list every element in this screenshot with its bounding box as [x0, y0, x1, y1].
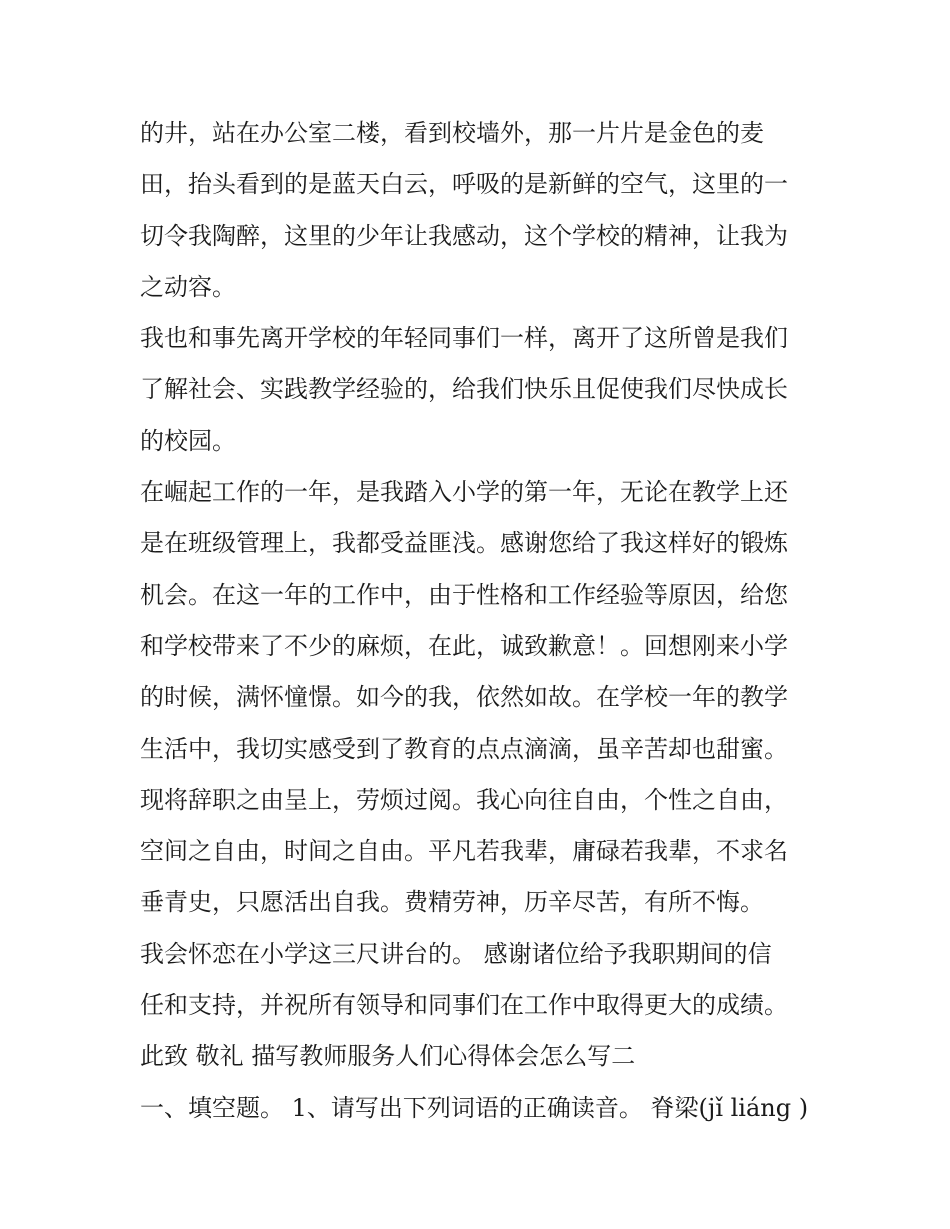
- text-line: 田，抬头看到的是蓝天白云，呼吸的是新鲜的空气，这里的一: [140, 170, 788, 199]
- text-line: 我也和事先离开学校的年轻同事们一样，离开了这所曾是我们: [140, 324, 788, 353]
- text-line: 的井，站在办公室二楼，看到校墙外，那一片片是金色的麦: [140, 119, 764, 147]
- text-line: 是在班级管理上，我都受益匪浅。感谢您给了我这样好的锻炼: [140, 529, 788, 558]
- text-line: 生活中，我切实感受到了教育的点点滴滴，虽辛苦却也甜蜜。: [140, 734, 788, 763]
- text-line: 机会。在这一年的工作中，由于性格和工作经验等原因，给您: [140, 580, 788, 609]
- text-line: 此致 敬礼 描写教师服务人们心得体会怎么写二: [140, 1042, 636, 1071]
- text-line: 切令我陶醉，这里的少年让我感动，这个学校的精神，让我为: [140, 221, 788, 250]
- text-line: 我会怀恋在小学这三尺讲台的。 感谢诸位给予我职期间的信: [140, 939, 772, 968]
- text-line: 的校园。: [140, 426, 236, 455]
- text-line: 一、填空题。 1、请写出下列词语的正确读音。 脊梁(jǐ liáng ): [140, 1093, 809, 1122]
- text-line: 空间之自由，时间之自由。平凡若我辈，庸碌若我辈，不求名: [140, 837, 788, 866]
- text-line: 之动容。: [140, 272, 236, 301]
- text-line: 现将辞职之由呈上，劳烦过阅。我心向往自由，个性之自由，: [140, 785, 788, 814]
- text-line: 垂青史，只愿活出自我。费精劳神，历辛尽苦，有所不悔。: [140, 888, 764, 917]
- text-line: 的时候，满怀憧憬。如今的我，依然如故。在学校一年的教学: [140, 683, 788, 712]
- text-line: 在崛起工作的一年，是我踏入小学的第一年，无论在教学上还: [140, 478, 788, 507]
- text-line: 了解社会、实践教学经验的，给我们快乐且促使我们尽快成长: [140, 375, 788, 404]
- text-line: 任和支持，并祝所有领导和同事们在工作中取得更大的成绩。: [140, 991, 788, 1020]
- document-body: [140, 108, 820, 1134]
- text-line: 和学校带来了不少的麻烦，在此，诚致歉意！。回想刚来小学: [140, 631, 788, 660]
